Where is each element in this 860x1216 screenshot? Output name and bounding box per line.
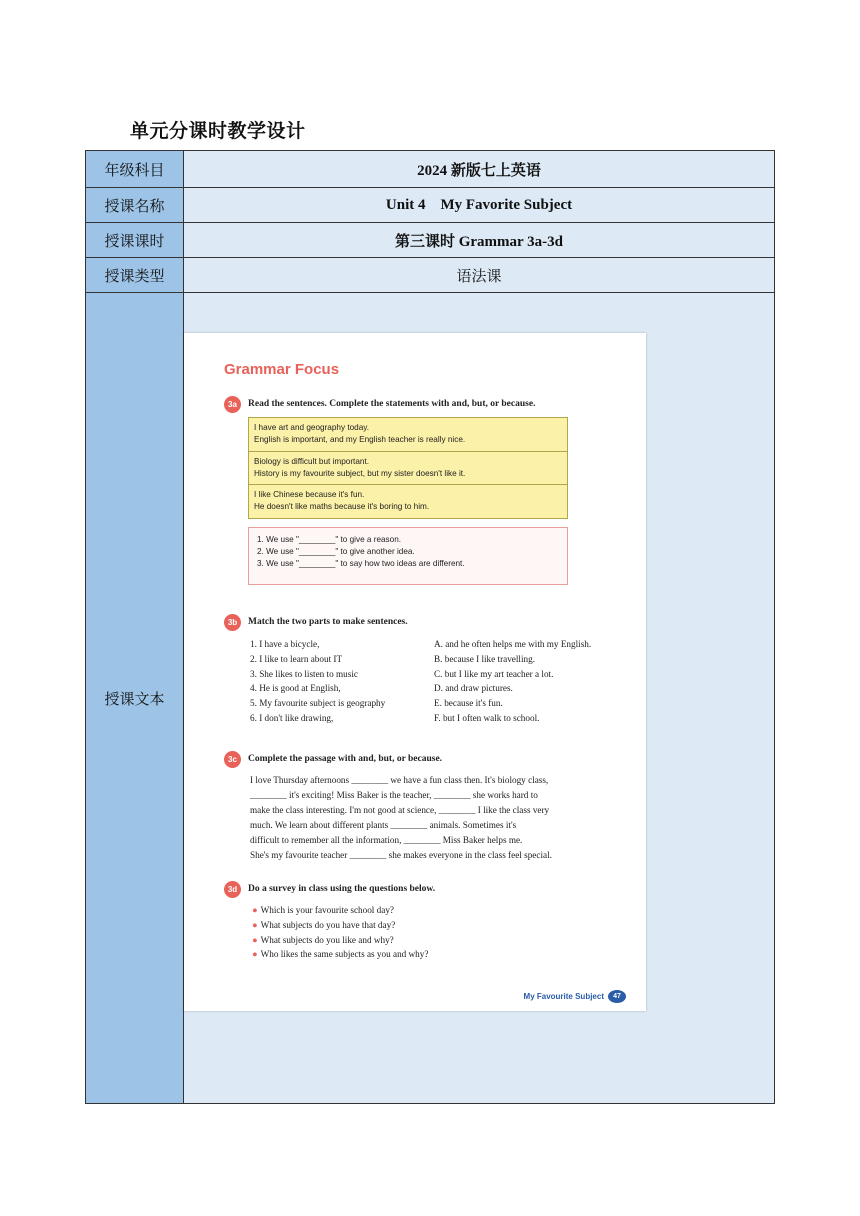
list-item: B. because I like travelling. [434, 653, 536, 664]
page-number: 47 [608, 990, 626, 1003]
survey-questions [252, 903, 428, 962]
instruction-3a: Read the sentences. Complete the statements with and, but, or because. [248, 399, 536, 409]
section-badge-3b: 3b [224, 614, 241, 631]
list-item: 1. I have a bicycle, [250, 639, 320, 649]
footer-label: My Favourite Subject [523, 992, 604, 1001]
textbook-page-image [184, 333, 646, 1011]
instruction-3c: Complete the passage with and, but, or because. [248, 754, 443, 764]
section-badge-3c: 3c [224, 751, 241, 768]
match-left-list [250, 637, 385, 726]
row-value: 2024 新版七上英语 [184, 151, 774, 187]
example-group [249, 452, 567, 485]
bullet-icon: ● [252, 919, 258, 930]
row-lesson-name [86, 188, 774, 223]
row-label: 授课名称 [86, 188, 184, 222]
example-sentence: History is my favourite subject, but my sister doesn't like it. [254, 469, 466, 478]
passage-line: make the class interesting. I'm not good at science, ________ I like the class very [250, 805, 550, 815]
list-item: 6. I don't like drawing, [250, 712, 334, 723]
list-item: F. but I often walk to school. [434, 712, 540, 723]
passage-line: difficult to remember all the information, ________ Miss Baker helps me. [250, 835, 523, 845]
passage-line: much. We learn about different plants ________ animals. Sometimes it's [250, 820, 517, 830]
match-right-list [434, 637, 591, 726]
row-label: 年级科目 [86, 151, 184, 187]
lesson-design-table [85, 150, 775, 1104]
row-label: 授课文本 [86, 293, 184, 1103]
row-lesson-period [86, 223, 774, 258]
list-item: C. but I like my art teacher a lot. [434, 668, 554, 679]
document-title: 单元分课时教学设计 [130, 120, 306, 142]
list-item: ● What subjects do you like and why? [252, 934, 394, 945]
row-value: Unit 4 My Favorite Subject [184, 188, 774, 222]
statement: 1. We use "________" to give a reason. [257, 535, 402, 544]
row-lesson-text [86, 293, 774, 1103]
row-label: 授课类型 [86, 258, 184, 292]
row-value: 第三课时 Grammar 3a-3d [184, 223, 774, 257]
list-item: E. because it's fun. [434, 698, 503, 709]
row-value: 语法课 [184, 258, 774, 292]
example-group [249, 485, 567, 518]
example-sentence: Biology is difficult but important. [254, 457, 369, 466]
bullet-icon: ● [252, 905, 258, 915]
example-sentences-box [248, 417, 568, 519]
lesson-text-cell [184, 293, 774, 1103]
section-badge-3a: 3a [224, 396, 241, 413]
list-item: ● Who likes the same subjects as you and why? [252, 949, 429, 960]
passage-line: She's my favourite teacher ________ she makes everyone in the class feel special. [250, 850, 552, 860]
grammar-focus-title: Grammar Focus [224, 361, 340, 378]
list-item: 5. My favourite subject is geography [250, 698, 386, 709]
list-item: 3. She likes to listen to music [250, 668, 358, 679]
statements-box [248, 527, 568, 585]
list-item: ● What subjects do you have that day? [252, 919, 396, 930]
row-grade-subject [86, 151, 774, 188]
statement: 3. We use "________" to say how two ideas are different. [257, 559, 465, 568]
passage-line: I love Thursday afternoons ________ we have a fun class then. It's biology class, [250, 775, 549, 785]
example-group [249, 418, 567, 452]
row-label: 授课课时 [86, 223, 184, 257]
example-sentence: I like Chinese because it's fun. [254, 490, 365, 499]
list-item: A. and he often helps me with my English. [434, 639, 592, 649]
instruction-3d: Do a survey in class using the questions below. [248, 884, 436, 894]
list-item: 4. He is good at English, [250, 683, 341, 694]
instruction-3b: Match the two parts to make sentences. [248, 617, 408, 627]
page-footer [524, 990, 626, 1003]
row-lesson-type [86, 258, 774, 293]
passage [250, 773, 620, 863]
example-sentence: I have art and geography today. [254, 423, 370, 432]
list-item: 2. I like to learn about IT [250, 653, 343, 664]
statement: 2. We use "________" to give another idea. [257, 547, 415, 556]
example-sentence: He doesn't like maths because it's boring to him. [254, 502, 430, 511]
passage-line: ________ it's exciting! Miss Baker is the teacher, ________ she works hard to [250, 790, 538, 800]
bullet-icon: ● [252, 949, 258, 960]
bullet-icon: ● [252, 934, 258, 945]
list-item: ● Which is your favourite school day? [252, 905, 394, 915]
list-item: D. and draw pictures. [434, 683, 513, 694]
example-sentence: English is important, and my English teacher is really nice. [254, 435, 466, 444]
section-badge-3d: 3d [224, 881, 241, 898]
